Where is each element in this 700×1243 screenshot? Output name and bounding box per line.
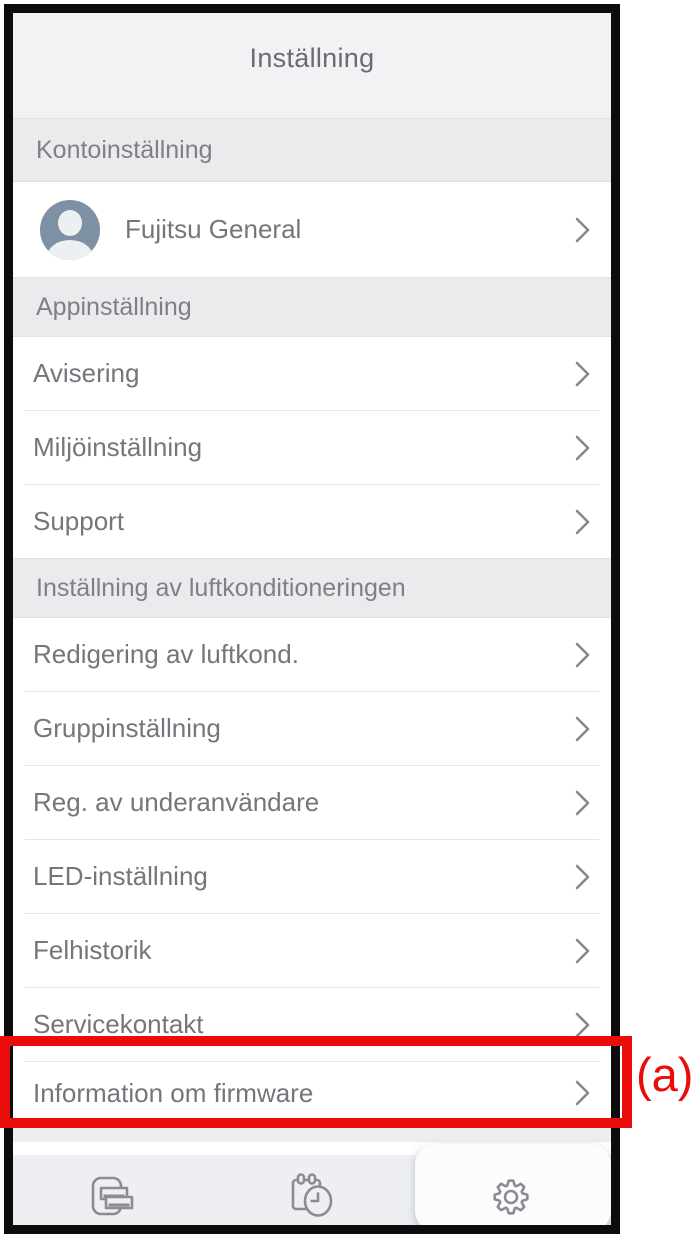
menu-item-label: Servicekontakt <box>33 1009 204 1039</box>
page-title: Inställning <box>249 43 375 73</box>
phone-frame <box>4 4 620 1234</box>
menu-item-felhistorik[interactable] <box>13 914 611 987</box>
user-avatar-icon <box>40 200 100 260</box>
app-header <box>13 13 611 118</box>
menu-item-label: LED-inställning <box>33 861 208 891</box>
menu-item-account[interactable] <box>13 182 611 277</box>
menu-item-label: Redigering av luftkond. <box>33 639 299 669</box>
menu-item-information-om-firmware[interactable] <box>13 1062 611 1124</box>
chevron-right-icon <box>574 215 591 245</box>
chevron-right-icon <box>574 714 591 744</box>
account-name: Fujitsu General <box>125 214 302 244</box>
menu-item-label: Information om firmware <box>33 1077 314 1108</box>
settings-screen <box>13 13 611 1225</box>
menu-item-label: Miljöinställning <box>33 432 203 462</box>
menu-item-support[interactable] <box>13 485 611 558</box>
tab-schedule[interactable] <box>212 1155 411 1225</box>
menu-item-redigering-av-luftkond[interactable] <box>13 618 611 691</box>
chevron-right-icon <box>574 788 591 818</box>
tab-settings[interactable] <box>412 1155 611 1225</box>
menu-item-servicekontakt[interactable] <box>13 988 611 1061</box>
annotation-label: (a) <box>636 1048 694 1101</box>
section-header-ac-settings: Inställning av luftkonditioneringen <box>13 558 611 618</box>
menu-item-led-installning[interactable] <box>13 840 611 913</box>
chevron-right-icon <box>574 359 591 389</box>
bottom-tab-bar <box>13 1155 611 1225</box>
tab-ac-units[interactable] <box>13 1155 212 1225</box>
menu-item-label: Support <box>33 506 125 536</box>
section-spacer <box>13 1124 611 1142</box>
menu-item-reg-av-underanvandare[interactable] <box>13 766 611 839</box>
chevron-right-icon <box>574 507 591 537</box>
menu-item-label: Avisering <box>33 358 140 388</box>
chevron-right-icon <box>574 936 591 966</box>
chevron-right-icon <box>574 1078 591 1108</box>
section-header-app-settings: Appinställning <box>13 277 611 337</box>
chevron-right-icon <box>574 433 591 463</box>
ac-units-icon <box>88 1175 138 1219</box>
menu-item-label: Gruppinställning <box>33 713 221 743</box>
menu-item-label: Felhistorik <box>33 935 152 965</box>
section-header-account: Kontoinställning <box>13 118 611 182</box>
chevron-right-icon <box>574 640 591 670</box>
chevron-right-icon <box>574 862 591 892</box>
chevron-right-icon <box>574 1010 591 1040</box>
menu-item-gruppinstallning[interactable] <box>13 692 611 765</box>
calendar-clock-icon <box>287 1173 337 1221</box>
gear-icon <box>487 1175 535 1219</box>
menu-item-label: Reg. av underanvändare <box>33 787 320 817</box>
menu-item-miljoinstallning[interactable] <box>13 411 611 484</box>
menu-item-avisering[interactable] <box>13 337 611 410</box>
